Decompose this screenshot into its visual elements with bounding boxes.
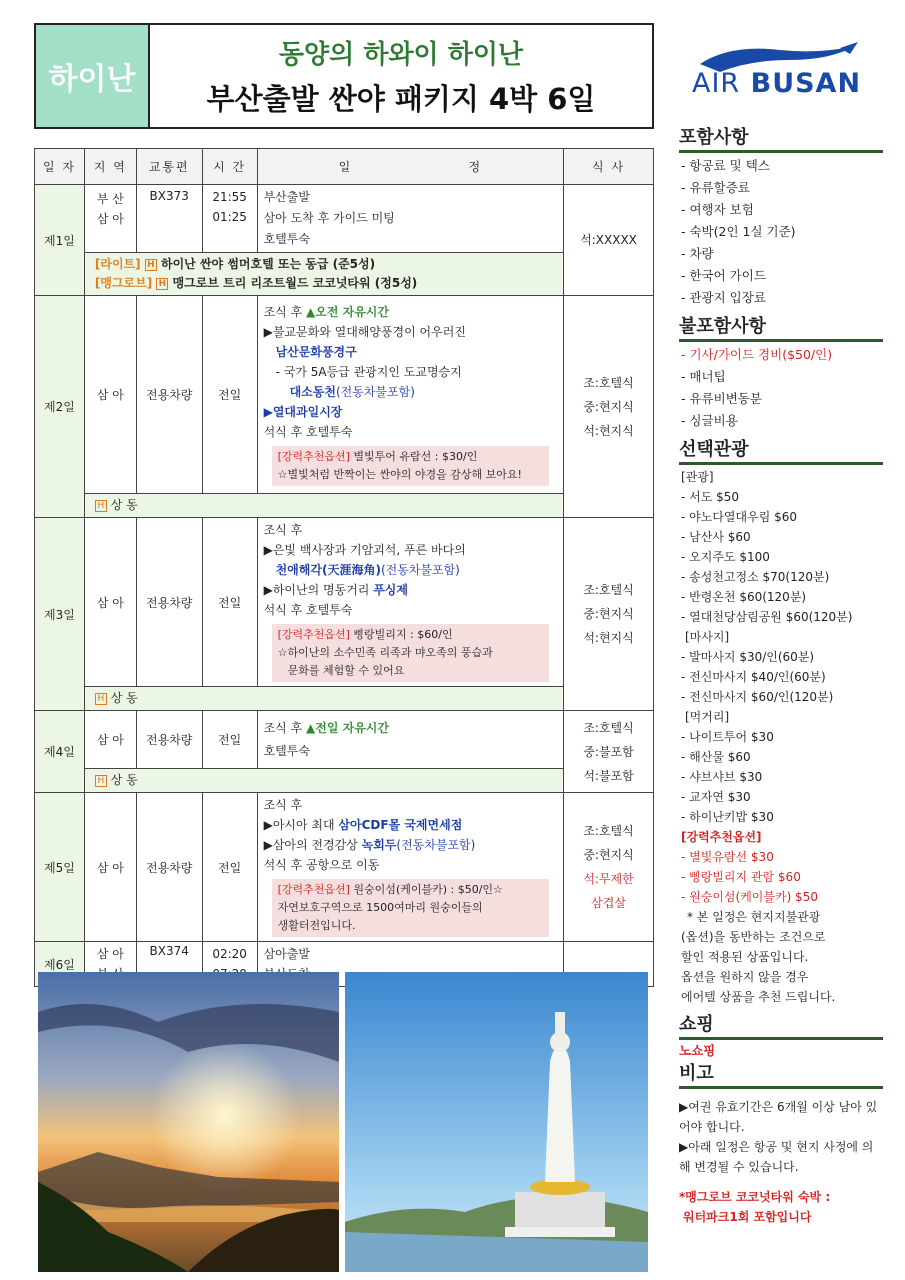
attraction-name: 대소동천 (289, 384, 336, 399)
schedule-line: 호텔투숙 (263, 743, 310, 758)
hotel-info (84, 687, 563, 711)
time-text: 02:20 (212, 947, 247, 961)
schedule-line: 조식 후 (263, 798, 303, 812)
col-header-time: 시 간 (202, 149, 257, 185)
region-cell: 삼 아 (84, 296, 136, 494)
attraction-name: 삼아CDF몰 국제면세점 (338, 818, 463, 832)
attraction-note: (전동차불포함) (335, 384, 415, 399)
table-row-day5 (35, 793, 654, 942)
remark-line: ▶아래 일정은 항공 및 현지 사정에 의해 변경될 수 있습니다. (679, 1140, 874, 1174)
region-cell: 삼 아 (84, 793, 136, 942)
hotel-tier-lite: [라이트] (94, 257, 141, 271)
schedule-line: ▶불교문화와 열대해양풍경이 어우러진 (263, 324, 466, 339)
list-item: - 한국어 가이드 (681, 268, 766, 283)
meal-cell (564, 296, 654, 518)
meal-lunch: 중:현지식 (583, 399, 634, 414)
option-description: 자연보호구역으로 1500여마리 원숭이들의 (277, 901, 483, 914)
attraction-name: 푸싱제 (373, 583, 408, 597)
list-item: - 관광지 입장료 (681, 290, 766, 305)
meal-cell (564, 793, 654, 942)
meal-dinner: 석:현지식 (583, 423, 634, 438)
list-item: - 전신마사지 $40/인(60분) (681, 670, 826, 684)
schedule-cell (257, 518, 563, 687)
col-header-transport: 교통편 (136, 149, 202, 185)
list-item: - 서도 $50 (681, 490, 740, 504)
sunset-coast-photo (38, 972, 339, 1272)
region-cell: 삼 아 (84, 518, 136, 687)
list-item: - 교자연 $30 (681, 790, 751, 804)
list-item: - 발마사지 $30/인(60분) (681, 650, 815, 664)
option-tag: [강력추천옵션] (277, 628, 350, 641)
transport-cell: 전용차량 (136, 793, 202, 942)
car-icon: ▲ (306, 304, 316, 319)
logo-text-air: AIR (692, 68, 741, 99)
table-row-day2 (35, 296, 654, 494)
list-item: - 야노다열대우림 $60 (681, 510, 798, 524)
recommended-option (272, 879, 549, 937)
remark-line: ▶여권 유효기간은 6개월 이상 남아 있어야 합니다. (679, 1100, 878, 1134)
meal-dinner: 석:현지식 (583, 631, 634, 645)
transport-cell: 전용차량 (136, 296, 202, 494)
hotel-icon: H (95, 775, 107, 787)
list-item: - 해산물 $60 (681, 750, 751, 764)
guanyin-statue-photo (345, 972, 648, 1272)
hotel-info (84, 769, 563, 793)
itinerary-table (34, 148, 654, 987)
shopping-title: 쇼핑 (679, 1013, 883, 1040)
destination-tag: 하이난 (36, 25, 150, 127)
list-heading: [관광] (681, 470, 714, 484)
time-text: 01:25 (212, 210, 247, 224)
option-description: 생활터전입니다. (277, 919, 356, 932)
hotel-same: 상 동 (110, 773, 138, 787)
col-header-day: 일 자 (35, 149, 85, 185)
region-text: 부 산 (96, 191, 124, 206)
schedule-line: - 국가 5A등급 관광지인 도교명승지 (275, 364, 462, 379)
option-name: 별빛투어 유람선 : $30/인 (349, 449, 478, 463)
option-name: 삥랑빌리지 : $60/인 (349, 628, 453, 641)
note-line: 에어텔 상품을 추천 드립니다. (681, 990, 836, 1004)
schedule-line: ▶하이난의 명동거리 (263, 583, 374, 597)
meal-breakfast: 조:호텔식 (583, 583, 634, 597)
option-description: ☆하이난의 소수민족 리족과 먀오족의 풍습과 (277, 646, 493, 659)
meal-dinner: 석:불포함 (583, 768, 634, 783)
option-title: 선택관광 (679, 438, 883, 465)
hotel-row-day4 (35, 769, 654, 793)
day-label: 제4일 (35, 711, 85, 793)
hotel-tier-mangrove: [맹그로브] (94, 276, 153, 290)
list-item: - 전신마사지 $60/인(120분) (681, 690, 834, 704)
schedule-line: 석식 후 호텔투숙 (263, 424, 353, 439)
meal-cell: 석:XXXXX (564, 185, 654, 296)
transport-cell: 전용차량 (136, 518, 202, 687)
col-header-region: 지 역 (84, 149, 136, 185)
attraction-note: (전동차불포함) (380, 563, 460, 577)
hotel-icon: H (145, 259, 157, 271)
schedule-line: ▶아시아 최대 (263, 818, 339, 832)
list-item: - 숙박(2인 1실 기준) (681, 224, 796, 239)
page-title: 부산출발 싼야 패키지 4박 6일 (206, 82, 596, 116)
list-item: - 나이트투어 $30 (681, 730, 774, 744)
time-cell: 전일 (202, 711, 257, 769)
recommended-option (272, 446, 549, 486)
list-heading: [마사지] (685, 630, 730, 644)
option-description: ☆별빛처럼 반짝이는 싼야의 야경을 감상해 보아요! (277, 467, 522, 481)
hotel-row-day3 (35, 687, 654, 711)
list-item: - 열대천당삼림공원 $60(120분) (681, 610, 853, 624)
table-row-day4 (35, 711, 654, 769)
hotel-same: 상 동 (110, 498, 138, 512)
option-description: 문화를 체험할 수 있어요 (287, 664, 405, 677)
day-label: 제5일 (35, 793, 85, 942)
list-item: - 유류비변동분 (681, 391, 762, 406)
title-banner (34, 23, 654, 129)
meal-lunch: 중:현지식 (583, 848, 634, 862)
list-item: - 남산사 $60 (681, 530, 751, 544)
schedule-line: ▶삼아의 전경감상 (263, 838, 362, 852)
time-cell: 전일 (202, 518, 257, 687)
day-label: 제6일 (35, 942, 85, 987)
meal-dinner-detail: 삼겹살 (591, 896, 626, 910)
note-line: 할인 적용된 상품입니다. (681, 950, 809, 964)
hotel-icon: H (156, 278, 168, 290)
note-line: * 본 일정은 현지지불관광 (687, 910, 821, 924)
region-text: 삼 아 (96, 947, 124, 961)
logo-wordmark (692, 68, 861, 99)
list-item: - 원숭이섬(케이블카) $50 (681, 890, 818, 904)
recommended-option (272, 624, 549, 682)
hotel-name-lite: 하이난 싼야 썸머호텔 또는 동급 (준5성) (161, 257, 376, 271)
region-cell: 삼 아 (84, 711, 136, 769)
include-title: 포함사항 (679, 126, 883, 153)
hotel-icon: H (95, 693, 107, 705)
meal-breakfast: 조:호텔식 (583, 824, 634, 838)
schedule-line: 조식 후 (263, 720, 306, 735)
attraction-name: 녹회두 (361, 838, 397, 852)
free-time-label: 오전 자유시간 (315, 304, 389, 319)
col-header-meal: 식 사 (564, 149, 654, 185)
table-row-day1 (35, 185, 654, 253)
schedule-line: 호텔투숙 (263, 232, 310, 246)
schedule-cell (257, 185, 563, 253)
include-list (679, 155, 883, 309)
exclude-list (679, 344, 883, 432)
schedule-line: 부산출발 (263, 190, 310, 204)
remark-title: 비고 (679, 1062, 883, 1089)
info-sidebar (679, 120, 883, 1227)
meal-breakfast: 조:호텔식 (583, 375, 634, 390)
time-cell: 전일 (202, 296, 257, 494)
list-item: - 여행자 보험 (681, 202, 754, 217)
schedule-line: 조식 후 (263, 523, 303, 537)
list-item: - 별빛유람선 $30 (681, 850, 774, 864)
schedule-line: 석식 후 호텔투숙 (263, 603, 353, 617)
list-item: - 매너팁 (681, 369, 726, 384)
hotel-row-day1 (35, 253, 654, 296)
list-item: - 샤브샤브 $30 (681, 770, 763, 784)
option-tag: [강력추천옵션] (277, 449, 350, 463)
title-block (150, 25, 652, 127)
list-heading: [먹거리] (685, 710, 730, 724)
car-icon: ▲ (306, 720, 316, 735)
hotel-same: 상 동 (110, 691, 138, 705)
schedule-line: 조식 후 (263, 304, 306, 319)
subtitle: 동양의 하와이 하이난 (278, 40, 524, 70)
table-row-day3 (35, 518, 654, 687)
remark-highlight: 워터파크1회 포함입니다 (683, 1210, 812, 1224)
hotel-info (84, 253, 563, 296)
time-cell: 전일 (202, 793, 257, 942)
meal-cell (564, 711, 654, 793)
hotel-icon: H (95, 500, 107, 512)
schedule-line: ▶은빛 백사장과 기암괴석, 푸른 바다의 (263, 543, 466, 557)
schedule-line: 석식 후 공항으로 이동 (263, 858, 380, 872)
list-item: - 기사/가이드 경비($50/인) (681, 347, 833, 362)
region-text: 삼 아 (96, 211, 124, 226)
shopping-value: 노쇼핑 (679, 1043, 716, 1058)
option-list (679, 467, 883, 1007)
free-time-label: 전일 자유시간 (315, 720, 389, 735)
col-header-schedule: 일 정 (257, 149, 563, 185)
schedule-cell (257, 711, 563, 769)
transport-cell: BX374 (136, 942, 202, 987)
list-item: - 차량 (681, 246, 714, 261)
list-item: - 항공료 및 텍스 (681, 158, 770, 173)
hotel-info (84, 494, 563, 518)
time-text: 21:55 (212, 190, 247, 204)
attraction-name: 남산문화풍경구 (275, 344, 357, 359)
list-item: - 하이난키밥 $30 (681, 810, 774, 824)
list-item: - 싱글비용 (681, 413, 738, 428)
exclude-title: 불포함사항 (679, 315, 883, 342)
attraction-name: ▶열대과일시장 (263, 404, 343, 419)
list-heading: [강력추천옵션] (681, 830, 762, 844)
list-item: - 유류할증료 (681, 180, 750, 195)
note-line: 옵션을 원하지 않을 경우 (681, 970, 809, 984)
schedule-cell (257, 793, 563, 942)
meal-lunch: 중:현지식 (583, 607, 634, 621)
hotel-name-mangrove: 맹그로브 트리 리조트월드 코코넛타워 (정5성) (172, 276, 418, 290)
transport-cell: 전용차량 (136, 711, 202, 769)
meal-dinner: 석:무제한 (583, 872, 634, 886)
schedule-line: 삼아 도착 후 가이드 미팅 (263, 211, 395, 225)
hotel-row-day2 (35, 494, 654, 518)
note-line: (옵션)을 동반하는 조건으로 (681, 930, 826, 944)
region-cell (84, 185, 136, 253)
list-item: - 오지주도 $100 (681, 550, 770, 564)
meal-lunch: 중:불포함 (583, 744, 634, 759)
option-tag: [강력추천옵션] (277, 883, 350, 896)
day-label: 제2일 (35, 296, 85, 518)
list-item: - 삥랑빌리지 관람 $60 (681, 870, 801, 884)
meal-breakfast: 조:호텔식 (583, 720, 634, 735)
logo-text-busan: BUSAN (750, 68, 862, 99)
day-label: 제3일 (35, 518, 85, 711)
option-name: 원숭이섬(케이블카) : $50/인☆ (349, 883, 503, 896)
time-cell (202, 185, 257, 253)
day-label: 제1일 (35, 185, 85, 296)
meal-cell (564, 518, 654, 711)
schedule-line: 삼아출발 (263, 947, 310, 961)
list-item: - 송성천고정소 $70(120분) (681, 570, 830, 584)
schedule-cell (257, 296, 563, 494)
attraction-name: 천애해각(天涯海角) (275, 563, 381, 577)
transport-cell: BX373 (136, 185, 202, 253)
remark-highlight: *맹그로브 코코넛타워 숙박 : (679, 1190, 831, 1204)
table-header-row (35, 149, 654, 185)
attraction-note: (전동차불포함) (396, 838, 476, 852)
list-item: - 반령온천 $60(120분) (681, 590, 807, 604)
remark-list (679, 1097, 883, 1227)
